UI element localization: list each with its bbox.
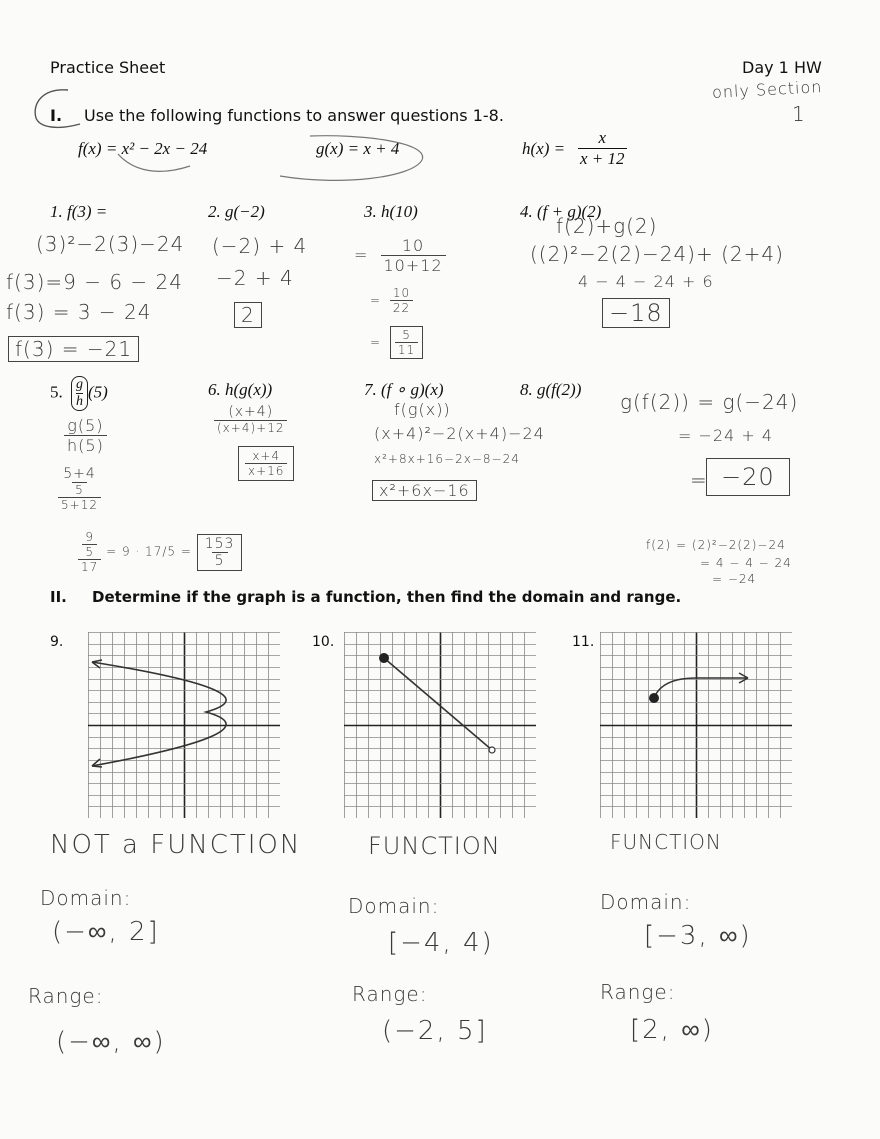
graph-10 <box>344 632 536 818</box>
graph-9-domain: (−∞, 2] <box>52 917 160 947</box>
graph-10-range: (−2, 5] <box>382 1016 488 1046</box>
q8-side-work-1: f(2) = (2)²−2(2)−24 <box>646 538 786 552</box>
q4-work-1: f(2)+g(2) <box>556 214 658 238</box>
q1-work-2: f(3)=9 − 6 − 24 <box>6 270 183 294</box>
q5-ans-den: 5 <box>212 552 228 569</box>
q6-ans-den: x+16 <box>245 463 287 478</box>
q5-w1-den: h(5) <box>64 435 107 455</box>
q6-label: 6. h(g(x)) <box>208 380 273 399</box>
graph-11-verdict: FUNCTION <box>610 830 722 854</box>
q2-label: 2. g(−2) <box>208 202 265 221</box>
graph-9-number: 9. <box>50 634 64 650</box>
q5-w3-c: 17 <box>78 559 101 574</box>
h-denominator: x + 12 <box>580 149 625 168</box>
q1-work-3: f(3) = 3 − 24 <box>6 300 152 324</box>
graph-11-domain-label: Domain: <box>600 890 692 914</box>
graph-10-domain-label: Domain: <box>348 894 440 918</box>
q5-w1-num: g(5) <box>67 416 104 435</box>
graph-10-closed-point <box>379 653 389 663</box>
q6-answer <box>238 446 294 481</box>
graph-9 <box>88 632 280 818</box>
section-2-instructions: Determine if the graph is a function, then find the domain and range. <box>92 588 682 606</box>
q5-frac-num: g <box>76 377 83 392</box>
q7-work-2: (x+4)²−2(x+4)−24 <box>374 424 545 443</box>
q8-side-work-2: = 4 − 4 − 24 <box>700 556 792 570</box>
q1-answer: f(3) = −21 <box>8 336 139 362</box>
section-1-instructions: Use the following functions to answer questions 1-8. <box>84 106 504 125</box>
q5-work-2 <box>58 466 101 512</box>
day-label: Day 1 HW <box>742 58 822 77</box>
q3-eq-1: = <box>354 245 369 264</box>
q5-w3-mid: = 9 · 17/5 = <box>106 544 192 559</box>
graph-11-closed-point <box>649 693 659 703</box>
graph-9-verdict: NOT a FUNCTION <box>50 830 302 860</box>
graph-9-grid <box>88 632 280 818</box>
graph-10-domain: [−4, 4) <box>388 928 494 958</box>
graph-11-grid <box>600 632 792 818</box>
q3-label: 3. h(10) <box>364 202 418 221</box>
handwritten-note-number: 1 <box>792 102 806 126</box>
q3-eq-3: = <box>370 335 382 349</box>
page-title: Practice Sheet <box>50 58 166 77</box>
graph-11-domain: [−3, ∞) <box>644 921 752 951</box>
q4-work-3: 4 − 4 − 24 + 6 <box>578 272 714 291</box>
graph-9-range: (−∞, ∞) <box>56 1027 166 1057</box>
q3-ans-den: 11 <box>395 342 418 357</box>
q1-work-1: (3)²−2(3)−24 <box>36 232 185 256</box>
q2-answer: 2 <box>234 302 262 328</box>
q2-work-2: −2 + 4 <box>216 266 294 290</box>
h-definition-fraction <box>578 128 627 169</box>
q7-work-3: x²+8x+16−2x−8−24 <box>374 452 520 466</box>
graph-11-range-label: Range: <box>600 980 676 1004</box>
q5-number: 5. <box>50 382 63 402</box>
graph-10-verdict: FUNCTION <box>368 832 501 860</box>
h-numerator: x <box>598 128 607 147</box>
f-definition: f(x) = x² − 2x − 24 <box>78 139 208 158</box>
q7-answer: x²+6x−16 <box>372 480 477 501</box>
q3-work-2 <box>370 286 413 315</box>
q3-den-1: 10+12 <box>381 255 446 275</box>
q6-w1-den: (x+4)+12 <box>214 420 287 435</box>
q4-label: 4. (f + g)(2) <box>520 202 602 221</box>
q3-eq-2: = <box>370 293 382 307</box>
q3-ans-num: 5 <box>402 328 411 342</box>
handwritten-note: only Section <box>711 77 823 102</box>
q3-den-2: 22 <box>390 300 413 315</box>
q8-work-2: = −24 + 4 <box>678 426 774 445</box>
q3-num-2: 10 <box>392 286 411 300</box>
q6-ans-num: x+4 <box>252 449 281 463</box>
graph-9-domain-label: Domain: <box>40 886 132 910</box>
h-definition-lhs: h(x) = <box>522 139 566 158</box>
graph-11-range: [2, ∞) <box>630 1015 714 1045</box>
circle-annotation <box>28 84 88 134</box>
q7-work-1: f(g(x)) <box>394 400 451 419</box>
q5-w2-den: 5+12 <box>58 497 101 512</box>
q8-side-work-3: = −24 <box>712 572 757 586</box>
q8-answer-eq: = <box>690 468 708 492</box>
section-1-number: I. <box>50 106 63 125</box>
q8-work-1: g(f(2)) = g(−24) <box>620 390 799 414</box>
graph-10-open-point <box>489 747 495 753</box>
q2-work-1: (−2) + 4 <box>212 234 308 258</box>
q5-w3-b: 5 <box>82 544 97 559</box>
q1-label: 1. f(3) = <box>50 202 108 221</box>
q8-answer: −20 <box>706 458 790 496</box>
q6-work-1 <box>214 404 287 435</box>
q5-ans-num: 153 <box>204 535 235 552</box>
q5-w2-mid: 5 <box>72 482 87 497</box>
graph-10-line <box>384 658 492 750</box>
section-2-number: II. <box>50 588 67 606</box>
q7-label: 7. (f ∘ g)(x) <box>364 380 444 399</box>
graph-10-range-label: Range: <box>352 982 428 1006</box>
graph-9-range-label: Range: <box>28 984 104 1008</box>
graph-11 <box>600 632 792 818</box>
q5-work-1 <box>64 416 107 455</box>
graph-11-curve <box>654 678 748 698</box>
graph-10-grid <box>344 632 536 818</box>
q6-w1-num: (x+4) <box>228 404 274 420</box>
q5-work-3 <box>78 530 242 574</box>
q5-w3-a: 9 <box>85 530 94 544</box>
q8-label: 8. g(f(2)) <box>520 380 582 399</box>
graph-10-number: 10. <box>312 634 335 650</box>
q4-answer: −18 <box>602 298 670 328</box>
q5-label <box>50 376 108 411</box>
q5-tail: (5) <box>88 382 108 402</box>
q3-answer <box>370 326 423 359</box>
g-definition: g(x) = x + 4 <box>316 139 400 158</box>
q3-work-1 <box>354 236 446 275</box>
scribble-annotation <box>100 132 440 192</box>
graph-11-number: 11. <box>572 634 595 650</box>
q5-w2-num: 5+4 <box>63 466 96 482</box>
q5-frac-den: h <box>76 394 83 409</box>
q4-work-2: ((2)²−2(2)−24)+ (2+4) <box>530 242 784 266</box>
q3-num-1: 10 <box>401 236 425 255</box>
